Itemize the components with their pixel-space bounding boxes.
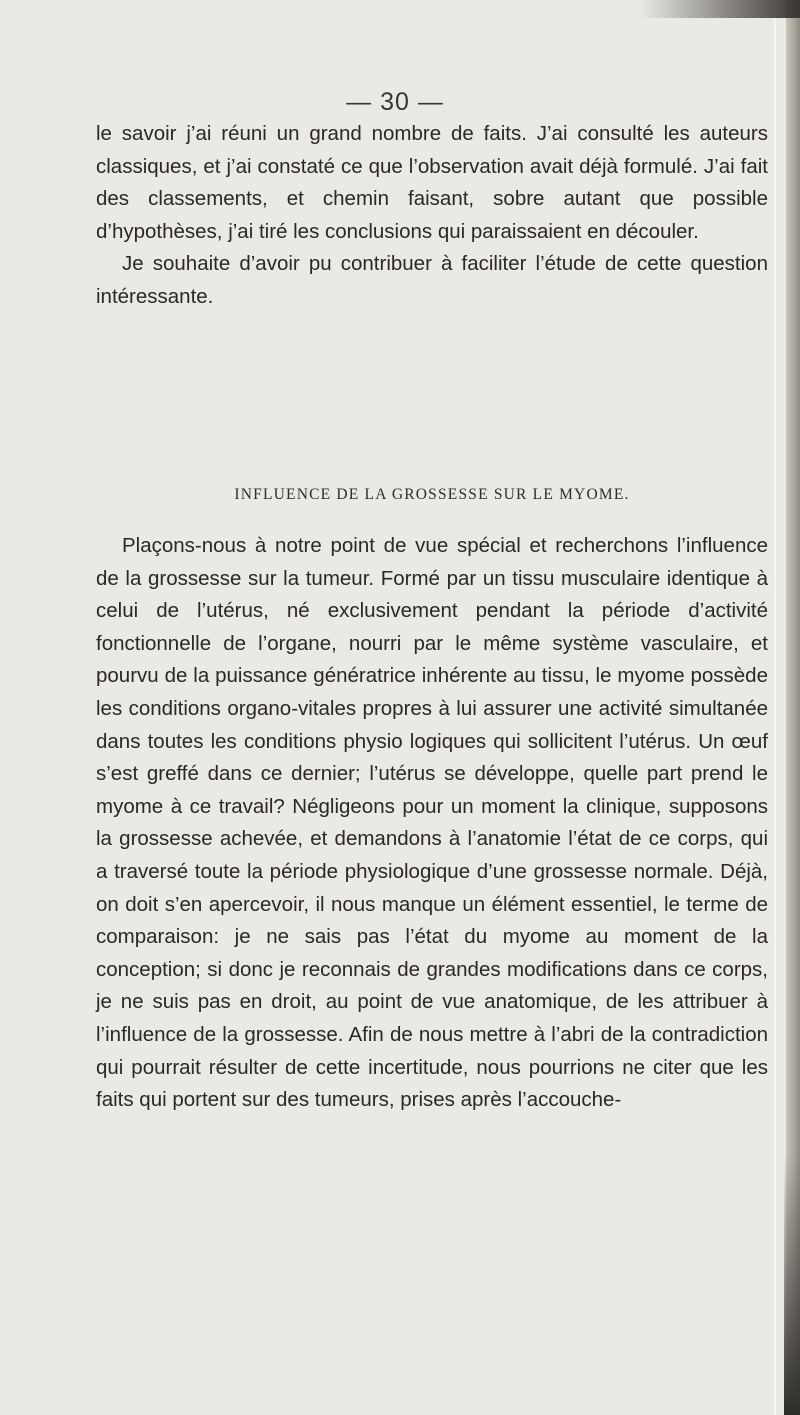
bottom-corner-shadow: [784, 1155, 800, 1415]
page-number: — 30 —: [346, 88, 444, 116]
intro-paragraph-1: le savoir j’ai réuni un grand nombre de faits. J’ai consulté les auteurs classiques, et j’ai constaté ce que l’observation avait déjà formulé. J’ai fait des classements, et chemin faisant, sobre autant que possible d’hypothèses, j’ai tiré les conclusions qui paraissaient en découler.: [96, 122, 768, 243]
intro-text: [96, 118, 768, 314]
section-paragraph-1: Plaçons-nous à notre point de vue spécial et recherchons l’influence de la grossesse sur la tumeur. Formé par un tissu musculaire identique à celui de l’utérus, né exclusivement pendant la période d’activité fonctionnelle de l’organe, nourri par le même système vasculaire, et pourvu de la puissance génératrice inhérente au tissu, le myome possède les conditions organo-vitales propres à lui assurer une activité simultanée dans toutes les conditions physio logiques qui sollicitent l’utérus. Un œuf s’est greffé dans ce dernier; l’utérus se développe, quelle part prend le myome à ce travail? Négligeons pour un moment la clinique, supposons la grossesse achevée, et demandons à l’anatomie l’état de ce corps, qui a traversé toute la période physiologique d’une grossesse normale. Déjà, on doit s’en apercevoir, il nous manque un élément essentiel, le terme de comparaison: je ne sais pas l’état du myome au moment de la conception; si donc je reconnais de grandes modifications dans ce corps, je ne suis pas en droit, au point de vue anatomique, de les attribuer à l’influence de la grossesse. Afin de nous mettre à l’abri de la contradiction qui pourrait résulter de cette incertitude, nous pourrions ne citer que les faits qui portent sur des tumeurs, prises après l’accouche-: [96, 534, 768, 1112]
top-corner-shadow: [640, 0, 800, 18]
page-gutter-line: [774, 0, 776, 1415]
intro-paragraph-2: Je souhaite d’avoir pu contribuer à faciliter l’étude de cette question intéressante.: [96, 252, 768, 308]
section-heading: INFLUENCE DE LA GROSSESSE SUR LE MYOME.: [234, 486, 630, 503]
section-text: [96, 530, 768, 1117]
